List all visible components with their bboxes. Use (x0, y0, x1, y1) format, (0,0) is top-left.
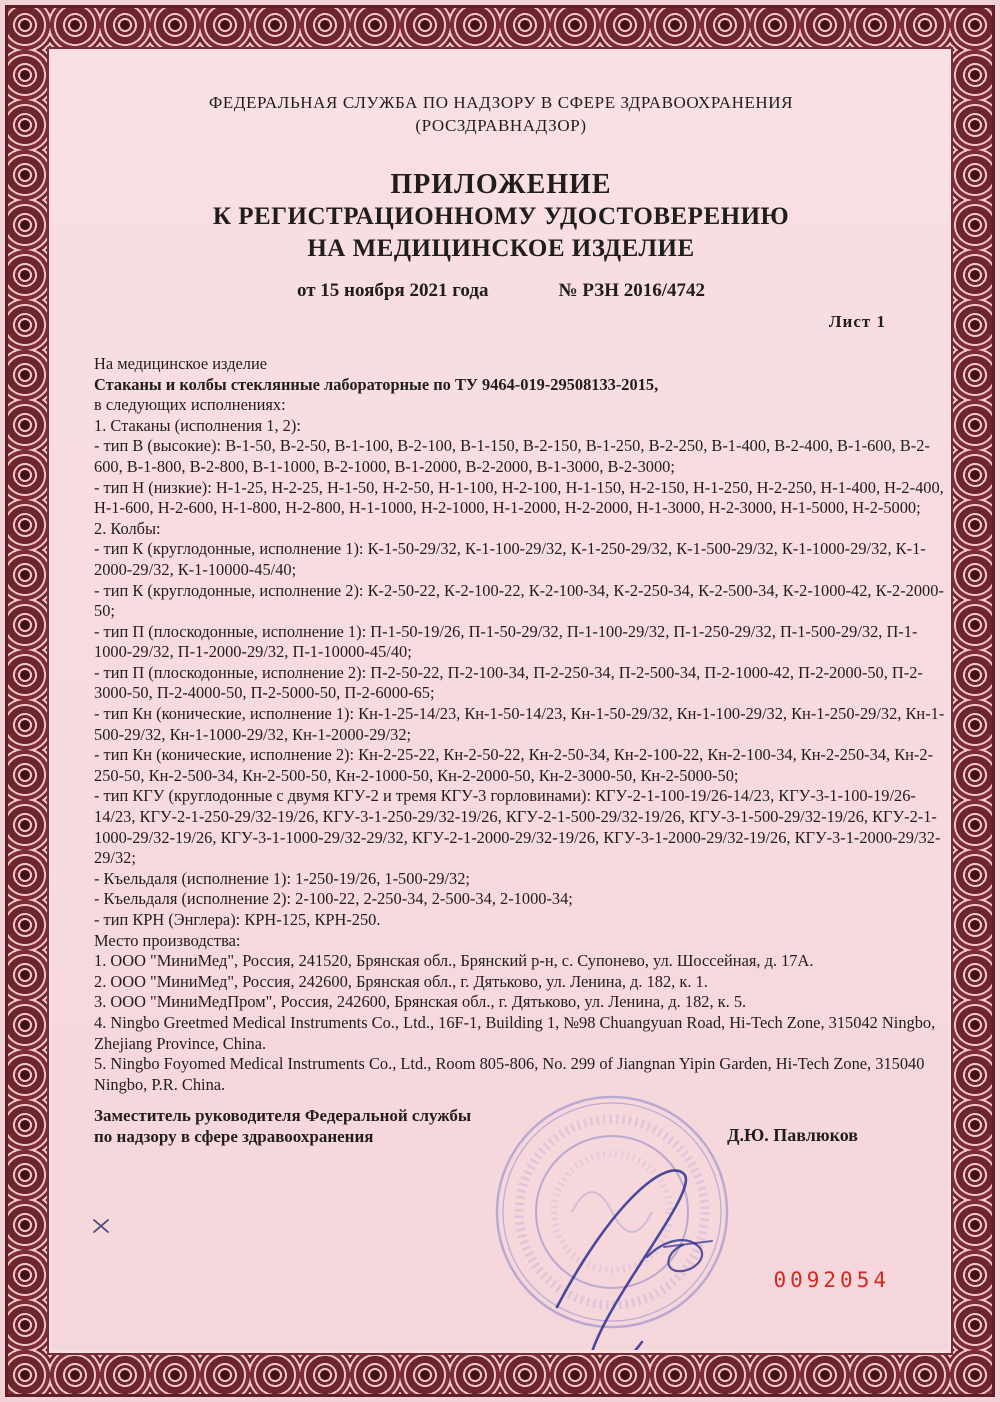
body-paragraph: - Къельдаля (исполнение 1): 1-250-19/26, 1-500-29/32; (94, 868, 470, 888)
title-line2: К РЕГИСТРАЦИОННОМУ УДОСТОВЕРЕНИЮ (212, 203, 790, 231)
agency-line1: ФЕДЕРАЛЬНАЯ СЛУЖБА ПО НАДЗОРУ В СФЕРЕ ЗДРАВООХРАНЕНИЯ (208, 93, 794, 112)
body-paragraph: 4. Ningbo Greetmed Medical Instruments Co., Ltd., 16F-1, Building 1, №98 Chuangyuan Road, Hi-Tech Zone, 315042 Ningbo, Zhejiang Province, China. (94, 1012, 936, 1053)
body-paragraph: - тип КРН (Энглера): КРН-125, КРН-250. (94, 910, 381, 929)
body-text (94, 354, 946, 1095)
issue-date: от 15 ноября 2021 года (296, 279, 489, 301)
body-paragraph: - тип КГУ (круглодонные с двумя КГУ-2 и тремя КГУ-3 горловинами): КГУ-2-1-100-19/26-14/23, КГУ-3-1-100-19/26-14/23, КГУ-2-1-250-29/32-19/26, КГУ-3-1-250-29/32-19/26, КГУ-2-1-500-29/32-19/26, КГУ-3-1-500-29/32-19/26, КГУ-2-1-1000-29/32-19/26, КГУ-3-1-1000-29/32-29/32, КГУ-2-1-2000-29/32-19/26, КГУ-3-1-2000-29/32-19/26, КГУ-3-1-2000-29/32-29/32; (94, 786, 941, 868)
body-paragraph: 1. Стаканы (исполнения 1, 2): (94, 415, 301, 435)
body-paragraph: - тип Н (низкие): Н-1-25, Н-2-25, Н-1-50, Н-2-50, Н-1-100, Н-2-100, Н-1-150, Н-2-150, Н-1-250, Н-2-250, Н-1-400, Н-2-400, Н-1-600, Н-2-600, Н-1-800, Н-2-800, Н-1-1000, Н-2-1000, Н-1-2000, Н-2-2000, Н-1-3000, Н-2-3000, Н-1-5000, Н-2-5000; (94, 477, 944, 518)
document-title (94, 168, 908, 264)
official-title-line2: по надзору в сфере здравоохранения (94, 1127, 374, 1147)
body-paragraph: - тип П (плоскодонные, исполнение 1): П-1-50-19/26, П-1-50-29/32, П-1-100-29/32, П-1-250-29/32, П-1-500-29/32, П-1-1000-29/32, П-1-2000-29/32, П-1-10000-45/40; (94, 621, 918, 662)
signature-block (94, 1105, 908, 1147)
body-paragraph: - Къельдаля (исполнение 2): 2-100-22, 2-250-34, 2-500-34, 2-1000-34; (94, 889, 573, 909)
body-paragraph: - тип К (круглодонные, исполнение 2): К-2-50-22, К-2-100-22, К-2-100-34, К-2-250-34, К-2-500-34, К-2-1000-42, К-2-2000-50; (94, 580, 944, 621)
body-paragraph: Место производства: (94, 930, 241, 950)
body-paragraph: 1. ООО "МиниМед", Россия, 241520, Брянская обл., Брянский р-н, с. Супонево, ул. Шоссейная, д. 17А. (94, 951, 814, 971)
body-paragraph: - тип В (высокие): В-1-50, В-2-50, В-1-100, В-2-100, В-1-150, В-2-150, В-1-250, В-2-250, В-1-400, В-2-400, В-1-600, В-2-600, В-1-800, В-2-800, В-1-1000, В-2-1000, В-1-2000, В-2-2000, В-1-3000, В-2-3000; (94, 436, 930, 476)
agency-line2: (РОСЗДРАВНАДЗОР) (415, 115, 587, 135)
sheet-number: Лист 1 (828, 311, 886, 331)
registration-number: № РЗН 2016/4742 (558, 279, 706, 301)
body-paragraph: 5. Ningbo Foyomed Medical Instruments Co., Ltd., Room 805-806, No. 299 of Jiangnan Yipin Garden, Hi-Tech Zone, 315040 Ningbo, P.R. China. (94, 1054, 925, 1094)
body-paragraph: в следующих исполнениях: (94, 395, 286, 415)
official-title-line1: Заместитель руководителя Федеральной службы (94, 1106, 472, 1126)
body-paragraph: 2. Колбы: (94, 518, 161, 538)
product-name: Стаканы и колбы стеклянные лабораторные по ТУ 9464-019-29508133-2015, (94, 374, 659, 394)
pen-mark (94, 1220, 108, 1232)
body-paragraph: - тип Кн (конические, исполнение 1): Кн-1-25-14/23, Кн-1-50-14/23, Кн-1-50-29/32, Кн-1-100-29/32, Кн-1-250-29/32, Кн-1- 500-29/32, Кн-1-1000-29/32, Кн-1-2000-29/32; (94, 704, 945, 744)
body-paragraph: На медицинское изделие (94, 353, 268, 373)
body-paragraph: - тип П (плоскодонные, исполнение 2): П-2-50-22, П-2-100-34, П-2-250-34, П-2-500-34, П-2-1000-42, П-2-2000-50, П-2-3000-50, П-2-4000-50, П-2-5000-50, П-2-6000-65; (94, 662, 923, 703)
handwritten-signature (557, 1170, 712, 1350)
title-line3: НА МЕДИЦИНСКОЕ ИЗДЕЛИЕ (307, 234, 695, 262)
body-paragraph: 2. ООО "МиниМед", Россия, 242600, Брянская обл., г. Дятьково, ул. Ленина, д. 182, к. 1. (94, 971, 708, 991)
body-paragraph: - тип К (круглодонные, исполнение 1): К-1-50-29/32, К-1-100-29/32, К-1-250-29/32, К-1-500-29/32, К-1-1000-29/32, К-1-2000-29/32, К-1-10000-45/40; (94, 539, 926, 579)
agency-header (94, 92, 908, 138)
official-name: Д.Ю. Павлюков (727, 1125, 858, 1146)
title-line1: ПРИЛОЖЕНИЕ (390, 168, 612, 200)
date-number-line (94, 280, 908, 302)
serial-number: 0092054 (773, 1268, 890, 1292)
body-paragraph: 3. ООО "МиниМедПром", Россия, 242600, Брянская обл., г. Дятьково, ул. Ленина, д. 182, к. 5. (94, 992, 747, 1012)
body-paragraph: - тип Кн (конические, исполнение 2): Кн-2-25-22, Кн-2-50-22, Кн-2-50-34, Кн-2-100-22, Кн-2-100-34, Кн-2-250-34, Кн-2-250-50, Кн-2-500-34, Кн-2-500-50, Кн-2-1000-50, Кн-2-2000-50, Кн-2-3000-50, Кн-2-5000-50; (94, 745, 934, 785)
document-body-area (52, 52, 948, 1350)
official-title (94, 1105, 471, 1147)
